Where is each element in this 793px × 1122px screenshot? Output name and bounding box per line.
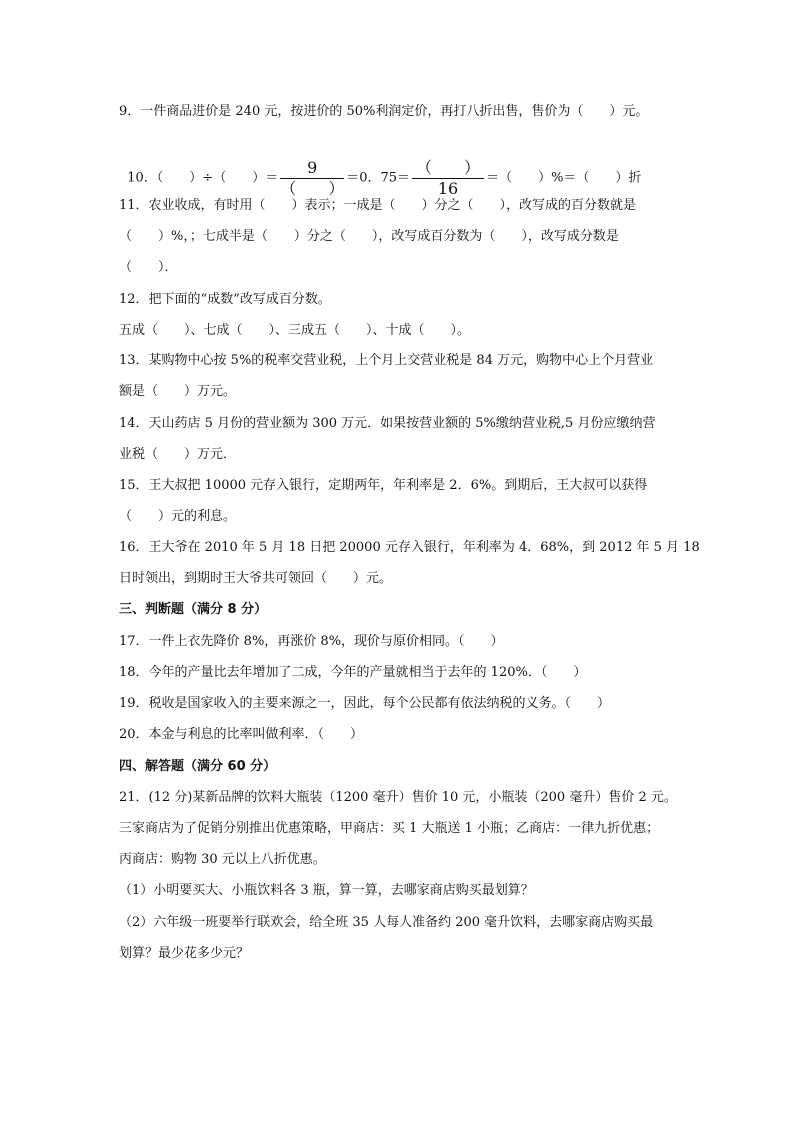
question-13-line: 13．某购物中心按 5%的税率交营业税，上个月上交营业税是 84 万元，购物中心上个月营业 <box>119 353 654 368</box>
question-19: 19．税收是国家收入的主要来源之一，因此，每个公民都有依法纳税的义务。（ ） <box>119 696 611 711</box>
question-10 <box>119 138 641 199</box>
question-21-line: 三家商店为了促销分别推出优惠策略，甲商店：买 1 大瓶送 1 小瓶；乙商店：一律九折优惠； <box>119 821 660 836</box>
question-9: 9．一件商品进价是 240 元，按进价的 50%利润定价，再打八折出售，售价为（ ）元。 <box>119 104 649 119</box>
section-heading-answers: 四、解答题（满分 60 分） <box>119 759 277 774</box>
question-18: 18．今年的产量比去年增加了二成，今年的产量就相当于去年的 120%．（ ） <box>119 665 587 680</box>
q10-prefix: 10．（ ）÷（ ）＝ <box>127 170 279 186</box>
denominator: （ ） <box>280 179 345 198</box>
question-15-line: （ ）元的利息。 <box>119 509 237 524</box>
denominator: 16 <box>437 179 459 198</box>
question-20: 20．本金与利息的比率叫做利率．（ ） <box>119 727 364 742</box>
question-14-line: 业税（ ）万元． <box>119 447 237 462</box>
section-heading-judgement: 三、判断题（满分 8 分） <box>119 602 268 617</box>
question-11-line: （ ）%，；七成半是（ ）分之（ ），改写成百分数为（ ），改写成分数是 <box>119 229 619 244</box>
question-12-line: 五成（ ）、七成（ ）、三成五（ ）、十成（ ）。 <box>119 323 471 338</box>
question-16-line: 16．王大爷在 2010 年 5 月 18 日把 20000 元存入银行，年利率为 4．68%，到 2012 年 5 月 18 <box>119 540 700 555</box>
fraction-blank-over-16 <box>412 158 484 199</box>
numerator: 9 <box>280 158 344 179</box>
question-13-line: 额是（ ）万元。 <box>119 384 237 399</box>
question-14-line: 14．天山药店 5 月份的营业额为 300 万元．如果按营业额的 5%缴纳营业税,5 月份应缴纳营 <box>119 416 656 431</box>
question-15-line: 15．王大叔把 10000 元存入银行，定期两年，年利率是 2．6%。到期后，王大叔可以获得 <box>119 478 648 493</box>
question-21-part-2: （2）六年级一班要举行联欢会，给全班 35 人每人准备约 200 毫升饮料，去哪家商店购买最 <box>119 915 654 930</box>
question-12-line: 12．把下面的“成数”改写成百分数。 <box>119 292 331 307</box>
question-11-line: 11．农业收成，有时用（ ）表示；一成是（ ）分之（ ），改写成的百分数就是 <box>119 198 637 213</box>
q10-suffix: ＝（ ）%＝（ ）折 <box>486 170 642 186</box>
question-11-line: （ ）． <box>119 260 178 275</box>
question-21-part-1: （1）小明要买大、小瓶饮料各 3 瓶，算一算，去哪家商店购买最划算？ <box>119 883 534 898</box>
q10-middle: ＝0．75＝ <box>346 170 411 186</box>
question-21-line: 21．(12 分)某新品牌的饮料大瓶装（1200 毫升）售价 10 元，小瓶装（200 毫升）售价 2 元。 <box>119 790 677 805</box>
question-16-line: 日时领出，到期时王大爷共可领回（ ）元。 <box>119 571 393 586</box>
question-17: 17．一件上衣先降价 8%，再涨价 8%，现价与原价相同。（ ） <box>119 634 504 649</box>
fraction-9-over-blank <box>280 158 344 199</box>
question-21-line: 丙商店：购物 30 元以上八折优惠。 <box>119 852 326 867</box>
numerator: （ ） <box>412 158 484 179</box>
question-21-part-2-cont: 划算？最少花多少元？ <box>119 946 250 961</box>
